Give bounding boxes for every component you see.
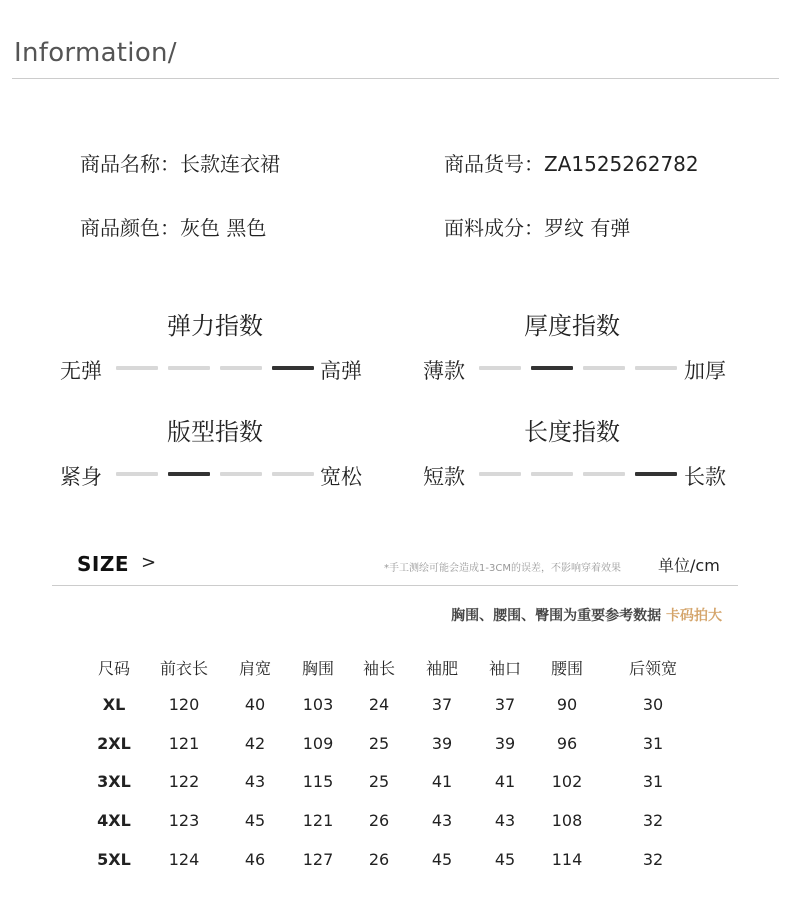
- index-scale-max-label: 长款: [684, 465, 726, 489]
- table-cell: 25: [368, 733, 390, 753]
- index-scale-min-label: 紧身: [60, 465, 102, 489]
- info-color: [80, 212, 266, 241]
- index-scale-segment: [272, 472, 314, 476]
- table-cell: 109: [302, 733, 334, 753]
- table-cell: 25: [368, 772, 390, 792]
- table-header-cell: 袖肥: [425, 659, 458, 678]
- table-cell: 30: [642, 695, 664, 714]
- index-scale-segment: [116, 472, 158, 476]
- table-cell: 124: [168, 849, 200, 869]
- table-cell: 96: [556, 733, 578, 753]
- header-divider: [12, 78, 779, 79]
- table-size-cell: 5XL: [97, 849, 131, 869]
- table-cell: 32: [642, 811, 664, 831]
- table-size-cell: 2XL: [97, 733, 131, 753]
- table-cell: 45: [244, 811, 266, 831]
- index-scale-segment: [220, 366, 262, 370]
- index-scale-marker: [168, 472, 210, 476]
- table-size-cell: 3XL: [97, 772, 131, 792]
- index-scale-min-label: 短款: [423, 465, 465, 489]
- size-arrow-icon: >: [141, 552, 157, 573]
- table-cell: 121: [302, 811, 334, 831]
- info-name: [80, 148, 280, 177]
- table-cell: 43: [244, 772, 266, 792]
- table-size-cell: 4XL: [97, 811, 131, 831]
- table-cell: 46: [244, 849, 266, 869]
- table-cell: 43: [494, 811, 516, 831]
- index-scale-segment: [583, 366, 625, 370]
- table-cell: 39: [431, 733, 453, 753]
- index-title: 弹力指数: [167, 312, 263, 340]
- index-scale-min-label: 薄款: [423, 359, 465, 383]
- info-name-value: 长款连衣裙: [180, 152, 280, 176]
- index-scale-segment: [635, 366, 677, 370]
- index-scale-marker: [272, 366, 314, 370]
- page-title: Information/: [14, 38, 177, 68]
- table-cell: 37: [494, 695, 516, 714]
- table-header-cell: 袖长: [362, 659, 395, 678]
- index-scale-marker: [531, 366, 573, 370]
- size-title: SIZE: [77, 552, 130, 576]
- index-scale-segment: [583, 472, 625, 476]
- table-cell: 108: [551, 811, 583, 831]
- reference-note-text: 胸围、腰围、臀围为重要参考数据: [451, 608, 662, 624]
- table-cell: 37: [431, 695, 453, 714]
- info-color-value: 灰色 黑色: [180, 216, 267, 240]
- size-unit: 单位/cm: [658, 556, 720, 575]
- table-cell: 103: [302, 695, 334, 714]
- table-cell: 31: [642, 733, 664, 753]
- info-sku-value: ZA1525262782: [544, 152, 699, 176]
- table-cell: 127: [302, 849, 334, 869]
- table-cell: 42: [244, 733, 266, 753]
- table-cell: 102: [551, 772, 583, 792]
- table-cell: 115: [302, 772, 334, 792]
- index-scale-max-label: 高弹: [320, 359, 362, 383]
- table-cell: 39: [494, 733, 516, 753]
- index-scale-segment: [479, 366, 521, 370]
- table-cell: 45: [431, 849, 453, 869]
- table-cell: 90: [556, 695, 578, 714]
- table-header-cell: 胸围: [301, 659, 334, 678]
- table-cell: 120: [168, 695, 200, 714]
- table-cell: 31: [642, 772, 664, 792]
- info-sku: [444, 148, 699, 177]
- index-scale-segment: [479, 472, 521, 476]
- info-name-label: 商品名称：: [80, 152, 180, 176]
- table-header-cell: 腰围: [550, 659, 583, 678]
- info-sku-label: 商品货号：: [444, 152, 544, 176]
- table-cell: 41: [494, 772, 516, 792]
- index-title: 厚度指数: [524, 312, 620, 340]
- index-scale-segment: [220, 472, 262, 476]
- info-fabric-value: 罗纹 有弹: [544, 216, 631, 240]
- index-scale-max-label: 宽松: [320, 465, 362, 489]
- size-divider: [52, 585, 738, 586]
- table-header-cell: 前衣长: [159, 659, 208, 678]
- index-scale-segment: [116, 366, 158, 370]
- info-fabric: [444, 212, 630, 241]
- table-cell: 26: [368, 849, 390, 869]
- table-header-cell: 袖口: [488, 659, 521, 678]
- table-cell: 45: [494, 849, 516, 869]
- table-cell: 24: [368, 695, 390, 714]
- table-cell: 122: [168, 772, 200, 792]
- table-header-cell: 肩宽: [238, 659, 271, 678]
- table-cell: 32: [642, 849, 664, 869]
- info-fabric-label: 面料成分：: [444, 216, 544, 240]
- index-scale-segment: [531, 472, 573, 476]
- index-scale-min-label: 无弹: [60, 359, 102, 383]
- table-cell: 26: [368, 811, 390, 831]
- table-size-cell: XL: [102, 695, 126, 714]
- index-title: 版型指数: [167, 418, 263, 446]
- table-header-cell: 尺码: [97, 659, 130, 678]
- table-cell: 43: [431, 811, 453, 831]
- index-scale-max-label: 加厚: [684, 359, 726, 383]
- table-cell: 123: [168, 811, 200, 831]
- reference-note-highlight: 卡码拍大: [666, 608, 722, 624]
- index-scale-marker: [635, 472, 677, 476]
- info-color-label: 商品颜色：: [80, 216, 180, 240]
- table-cell: 121: [168, 733, 200, 753]
- size-note: *手工测绘可能会造成1-3CM的误差，不影响穿着效果: [384, 563, 621, 574]
- index-title: 长度指数: [524, 418, 620, 446]
- table-cell: 40: [244, 695, 266, 714]
- table-cell: 114: [551, 849, 583, 869]
- index-scale-segment: [168, 366, 210, 370]
- reference-note: [451, 605, 722, 625]
- table-header-cell: 后领宽: [628, 659, 677, 678]
- table-cell: 41: [431, 772, 453, 792]
